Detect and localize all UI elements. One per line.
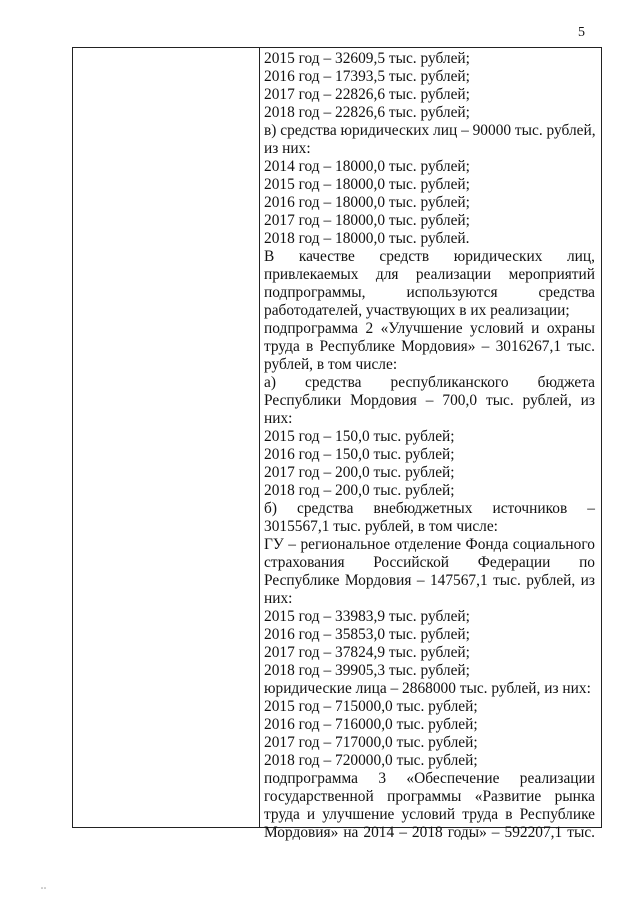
document-table (72, 47, 602, 841)
text-line: труда и улучшение условий труда в Республике (264, 806, 595, 823)
text-line: рублей, в том числе: (264, 356, 398, 373)
text-line: них: (264, 590, 293, 607)
text-line: них: (264, 410, 293, 427)
text-line: подпрограммы, используются средства (264, 284, 595, 301)
text-line: Мордовия» на 2014 – 2018 годы» – 592207,1 тыс. (264, 824, 595, 841)
text-line: Республике Мордовия – 147567,1 тыс. рублей, из (264, 572, 595, 589)
text-line: подпрограмма 3 «Обеспечение реализации (264, 770, 595, 787)
text-line: ГУ – региональное отделение Фонда социального (264, 536, 595, 553)
text-line: 2018 год – 22826,6 тыс. рублей; (264, 104, 470, 121)
text-line: 2016 год – 716000,0 тыс. рублей; (264, 716, 478, 733)
text-line: 2015 год – 18000,0 тыс. рублей; (264, 176, 470, 193)
text-line: 2016 год – 17393,5 тыс. рублей; (264, 68, 470, 85)
text-line: 3015567,1 тыс. рублей, в том числе: (264, 518, 498, 535)
text-line: 2015 год – 150,0 тыс. рублей; (264, 428, 455, 445)
table-left-column (73, 48, 260, 827)
text-line: работодателей, участвующих в их реализации; (264, 302, 570, 319)
text-line: 2015 год – 33983,9 тыс. рублей; (264, 608, 470, 625)
text-line: 2017 год – 37824,9 тыс. рублей; (264, 644, 470, 661)
text-line: 2016 год – 18000,0 тыс. рублей; (264, 194, 470, 211)
text-line: из них: (264, 140, 311, 157)
text-line: подпрограмма 2 «Улучшение условий и охраны (264, 320, 595, 337)
page-number: 5 (578, 25, 585, 40)
text-line: 2017 год – 200,0 тыс. рублей; (264, 464, 455, 481)
text-line: труда в Республике Мордовия» – 3016267,1 тыс. (264, 338, 595, 355)
text-line: 2018 год – 39905,3 тыс. рублей; (264, 662, 470, 679)
text-line: 2016 год – 150,0 тыс. рублей; (264, 446, 455, 463)
table-right-column (260, 48, 601, 841)
text-line: 2017 год – 22826,6 тыс. рублей; (264, 86, 470, 103)
right-column-text (260, 48, 601, 842)
text-line: государственной программы «Развитие рынка (264, 788, 595, 805)
text-line: 2018 год – 720000,0 тыс. рублей; (264, 752, 478, 769)
text-line: б) средства внебюджетных источников – (264, 500, 595, 517)
text-line: В качестве средств юридических лиц, (264, 248, 595, 265)
text-line: страхования Российской Федерации по (264, 554, 595, 571)
scan-corner-mark (40, 882, 50, 892)
text-line: 2015 год – 32609,5 тыс. рублей; (264, 50, 470, 67)
text-line: 2017 год – 18000,0 тыс. рублей; (264, 212, 470, 229)
text-line: 2014 год – 18000,0 тыс. рублей; (264, 158, 470, 175)
text-line: в) средства юридических лиц – 90000 тыс. рублей, (264, 122, 596, 139)
text-line: Республики Мордовия – 700,0 тыс. рублей, из (264, 392, 595, 409)
text-line: привлекаемых для реализации мероприятий (264, 266, 595, 283)
text-line: 2016 год – 35853,0 тыс. рублей; (264, 626, 470, 643)
text-line: 2015 год – 715000,0 тыс. рублей; (264, 698, 478, 715)
text-line: 2017 год – 717000,0 тыс. рублей; (264, 734, 478, 751)
text-line: юридические лица – 2868000 тыс. рублей, из них: (264, 680, 591, 697)
text-line: а) средства республиканского бюджета (264, 374, 595, 391)
text-line: 2018 год – 200,0 тыс. рублей; (264, 482, 455, 499)
text-line: 2018 год – 18000,0 тыс. рублей. (264, 230, 470, 247)
